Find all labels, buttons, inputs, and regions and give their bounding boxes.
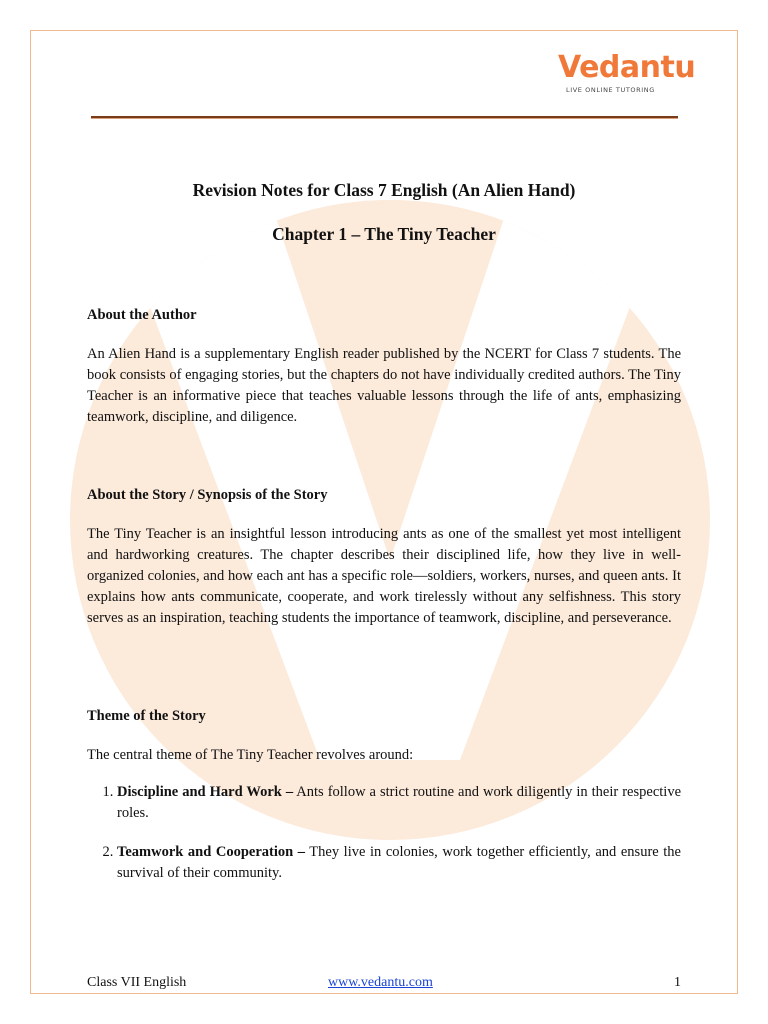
story-heading: About the Story / Synopsis of the Story (87, 487, 328, 503)
section-theme (87, 706, 681, 884)
section-author (87, 305, 681, 428)
theme-intro: The central theme of The Tiny Teacher revolves around: (87, 747, 414, 763)
author-heading: About the Author (87, 307, 197, 323)
list-item (117, 782, 681, 824)
vedantu-logo (558, 50, 696, 102)
footer-website-link[interactable]: www.vedantu.com (328, 975, 433, 990)
theme-heading: Theme of the Story (87, 708, 206, 724)
author-body: An Alien Hand is a supplementary English reader published by the NCERT for Class 7 students. The book consists of engaging stories, but the chapters do not have individually credited authors. The Tiny Teacher is an informative piece that teaches valuable lessons through the life of ants, emphasizing teamwork, discipline, and diligence. (87, 346, 681, 425)
footer-page-number: 1 (674, 975, 681, 990)
document-title: Revision Notes for Class 7 English (An Alien Hand) (192, 180, 576, 200)
header-divider (91, 116, 678, 119)
footer-class-label: Class VII English (87, 975, 187, 990)
logo-tagline: LIVE ONLINE TUTORING (566, 86, 655, 94)
list-item-text: They live in colonies, work together efficiently, and ensure the survival of their community. (117, 844, 681, 881)
logo-wordmark: Vedantu (558, 50, 696, 85)
chapter-title: Chapter 1 – The Tiny Teacher (272, 224, 496, 244)
section-story (87, 485, 681, 629)
list-item-term: Teamwork and Cooperation – (117, 844, 305, 860)
list-item-text: Ants follow a strict routine and work diligently in their respective roles. (117, 784, 682, 821)
list-item-term: Discipline and Hard Work – (117, 784, 294, 800)
theme-list (87, 782, 681, 884)
list-item (117, 842, 681, 884)
story-body: The Tiny Teacher is an insightful lesson introducing ants as one of the smallest yet most intelligent and hardworking creatures. The chapter describes their disciplined life, how they live in well-organized colonies, and how each ant has a specific role—soldiers, workers, nurses, and queen ants. It explains how ants communicate, cooperate, and work tirelessly without any selfishness. This story serves as an inspiration, teaching students the importance of teamwork, discipline, and perseverance. (87, 526, 681, 626)
